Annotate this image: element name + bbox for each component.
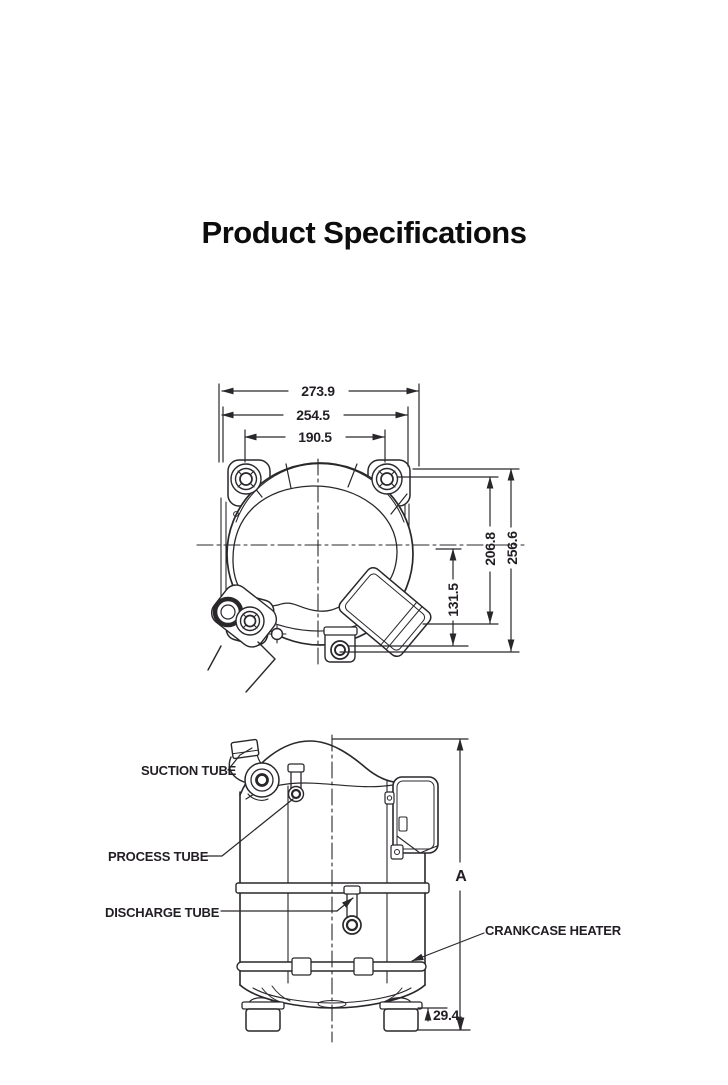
page-title: Product Specifications <box>201 215 527 250</box>
dim-centerline-to-discharge: 131.5 <box>445 583 461 617</box>
dim-overall-height: A <box>455 868 467 885</box>
label-process-tube: PROCESS TUBE <box>108 849 209 864</box>
dim-overall-width: 273.9 <box>301 383 335 399</box>
label-crankcase-heater: CRANKCASE HEATER <box>485 923 621 938</box>
top-view-drawing <box>197 384 524 692</box>
label-suction-tube: SUCTION TUBE <box>141 763 237 778</box>
dim-bolt-to-discharge: 206.8 <box>482 532 498 566</box>
dim-bolt-hole-spacing: 190.5 <box>298 429 332 445</box>
dim-mounting-foot-height: 29.4 <box>433 1007 460 1023</box>
dim-overall-depth: 256.6 <box>504 531 520 565</box>
dim-mounting-plate-width: 254.5 <box>296 407 330 423</box>
side-view-drawing <box>206 735 484 1042</box>
label-discharge-tube: DISCHARGE TUBE <box>105 905 220 920</box>
